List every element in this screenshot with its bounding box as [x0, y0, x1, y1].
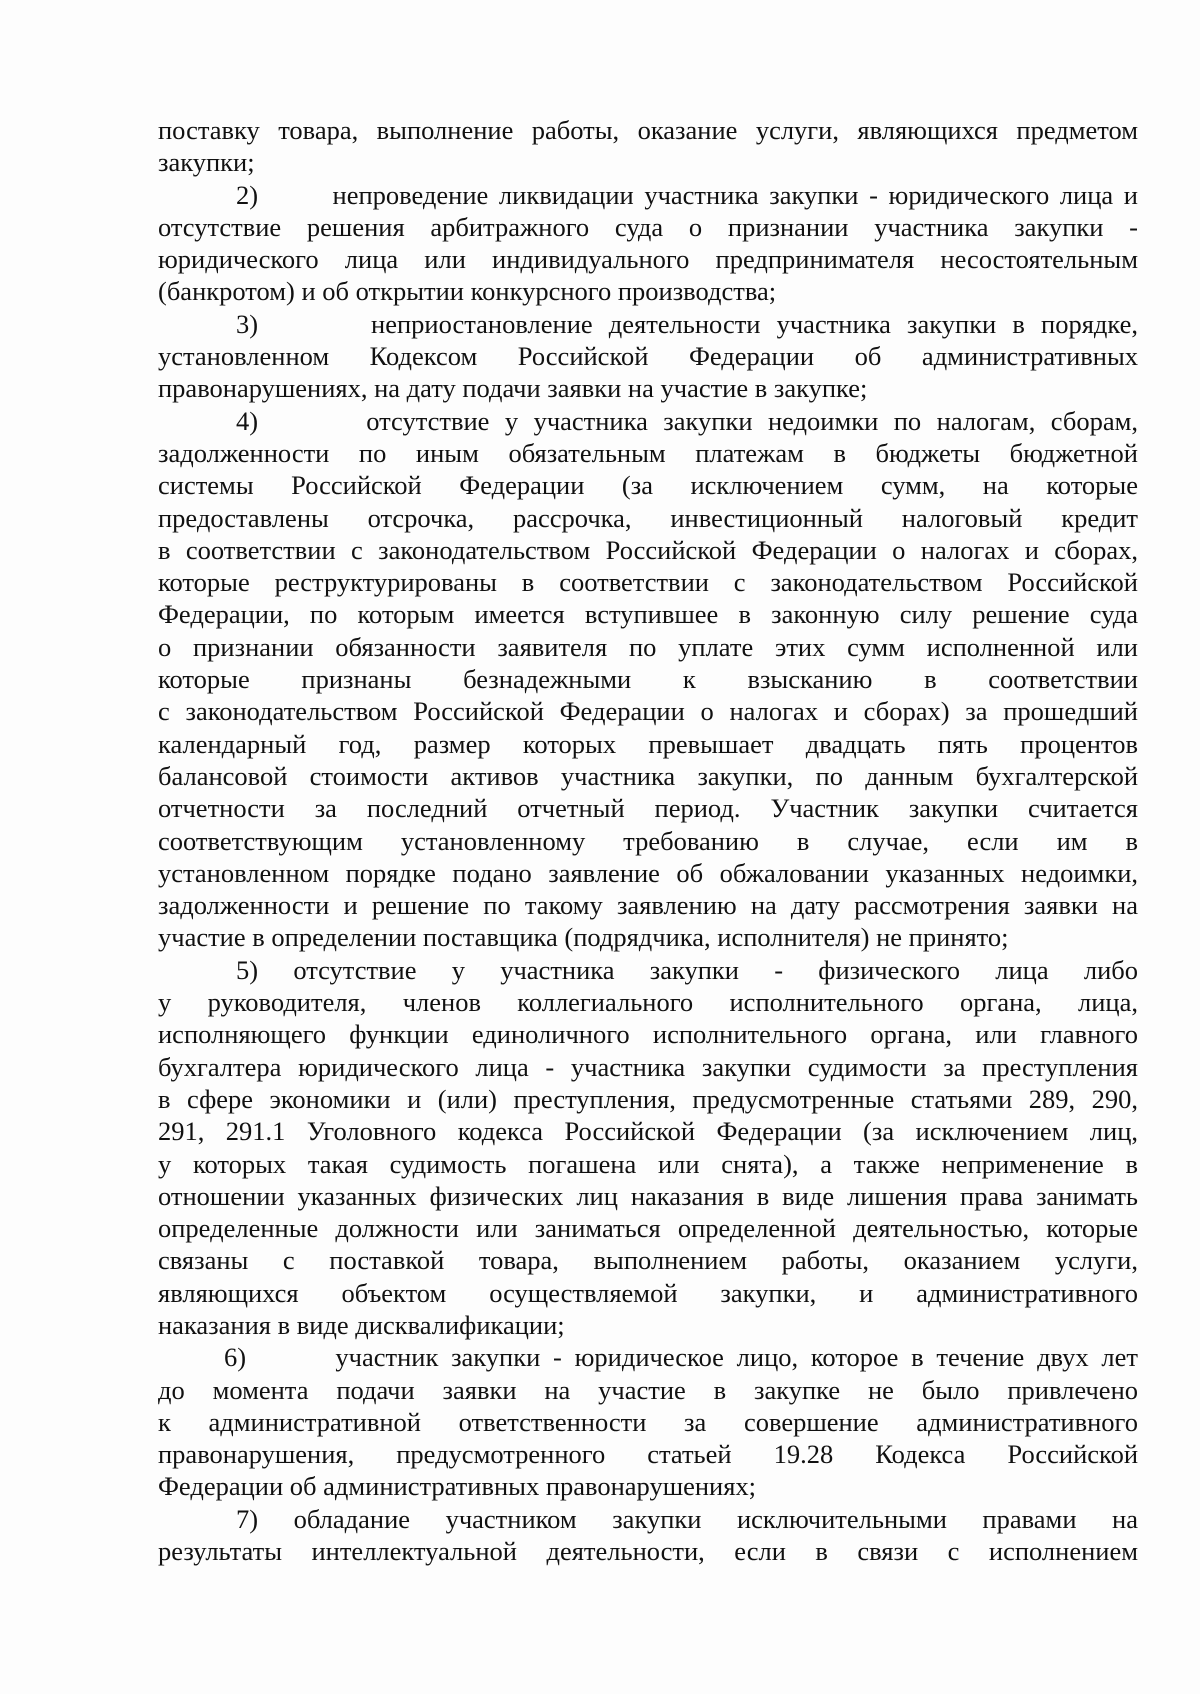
list-item-3-start: 3) неприостановление деятельности участника закупки в порядке,	[236, 308, 1138, 339]
text-line: в соответствии с законодательством Российской Федерации о налогах и сборах,	[158, 534, 1138, 565]
text-line: (банкротом) и об открытии конкурсного производства;	[158, 276, 777, 307]
text-line: Федерации об административных правонарушениях;	[158, 1471, 757, 1502]
text-line: правонарушения, предусмотренного статьей 19.28 Кодекса Российской	[158, 1439, 1138, 1470]
text-line: соответствующим установленному требованию в случае, если им в	[158, 825, 1138, 856]
text-line: отношении указанных физических лиц наказания в виде лишения права занимать	[158, 1180, 1138, 1211]
text-line: к административной ответственности за совершение административного	[158, 1406, 1138, 1437]
text-line: наказания в виде дисквалификации;	[158, 1309, 565, 1340]
document-body	[158, 114, 1138, 1567]
text-line: юридического лица или индивидуального предпринимателя несостоятельным	[158, 244, 1138, 275]
list-item-4-start: 4) отсутствие у участника закупки недоимки по налогам, сборам,	[236, 405, 1138, 436]
text-line: Федерации, по которым имеется вступившее в законную силу решение суда	[158, 599, 1138, 630]
text-line: отчетности за последний отчетный период. Участник закупки считается	[158, 793, 1138, 824]
text-line: которые признаны безнадежными к взысканию в соответствии	[158, 664, 1138, 695]
text-line: определенные должности или заниматься определенной деятельностью, которые	[158, 1213, 1138, 1244]
text-line: задолженности по иным обязательным платежам в бюджеты бюджетной	[158, 437, 1138, 468]
text-line: поставку товара, выполнение работы, оказание услуги, являющихся предметом	[158, 115, 1138, 145]
text-line: бухгалтера юридического лица - участника закупки судимости за преступления	[158, 1051, 1138, 1082]
text-line: которые реструктурированы в соответствии с законодательством Российской	[158, 567, 1138, 598]
text-line: закупки;	[158, 147, 255, 178]
text-line: в сфере экономики и (или) преступления, предусмотренные статьями 289, 290,	[158, 1083, 1138, 1114]
text-line: у руководителя, членов коллегиального исполнительного органа, лица,	[158, 987, 1138, 1018]
text-line: правонарушениях, на дату подачи заявки на участие в закупке;	[158, 373, 868, 404]
list-item-6-start: 6) участник закупки - юридическое лицо, которое в течение двух лет	[224, 1342, 1138, 1373]
list-item-2-start: 2) непроведение ликвидации участника закупки - юридического лица и	[236, 179, 1138, 210]
text-line: до момента подачи заявки на участие в закупке не было привлечено	[158, 1374, 1138, 1405]
text-line: 291, 291.1 Уголовного кодекса Российской Федерации (за исключением лиц,	[158, 1116, 1138, 1147]
text-line: являющихся объектом осуществляемой закупки, и административного	[158, 1277, 1138, 1308]
text-line: исполняющего функции единоличного исполнительного органа, или главного	[158, 1019, 1138, 1050]
text-line: календарный год, размер которых превышает двадцать пять процентов	[158, 728, 1138, 759]
text-line: о признании обязанности заявителя по уплате этих сумм исполненной или	[158, 631, 1138, 662]
text-line: установленном Кодексом Российской Федерации об административных	[158, 341, 1138, 372]
text-line: связаны с поставкой товара, выполнением работы, оказанием услуги,	[158, 1245, 1138, 1276]
text-line: у которых такая судимость погашена или снята), а также неприменение в	[158, 1148, 1138, 1179]
text-line: установленном порядке подано заявление об обжаловании указанных недоимки,	[158, 857, 1138, 888]
text-line: задолженности и решение по такому заявлению на дату рассмотрения заявки на	[158, 890, 1138, 921]
text-line: отсутствие решения арбитражного суда о признании участника закупки -	[158, 211, 1138, 242]
text-line: системы Российской Федерации (за исключением сумм, на которые	[158, 470, 1138, 501]
text-line: с законодательством Российской Федерации о налогах и сборах) за прошедший	[158, 696, 1138, 727]
list-item-7-start: 7) обладание участником закупки исключительными правами на	[236, 1503, 1138, 1534]
text-line: балансовой стоимости активов участника закупки, по данным бухгалтерской	[158, 760, 1138, 791]
text-line: предоставлены отсрочка, рассрочка, инвестиционный налоговый кредит	[158, 502, 1138, 533]
list-item-5-start: 5) отсутствие у участника закупки - физического лица либо	[236, 954, 1138, 985]
text-line: участие в определении поставщика (подрядчика, исполнителя) не принято;	[158, 922, 1009, 953]
text-line: результаты интеллектуальной деятельности, если в связи с исполнением	[158, 1536, 1138, 1567]
